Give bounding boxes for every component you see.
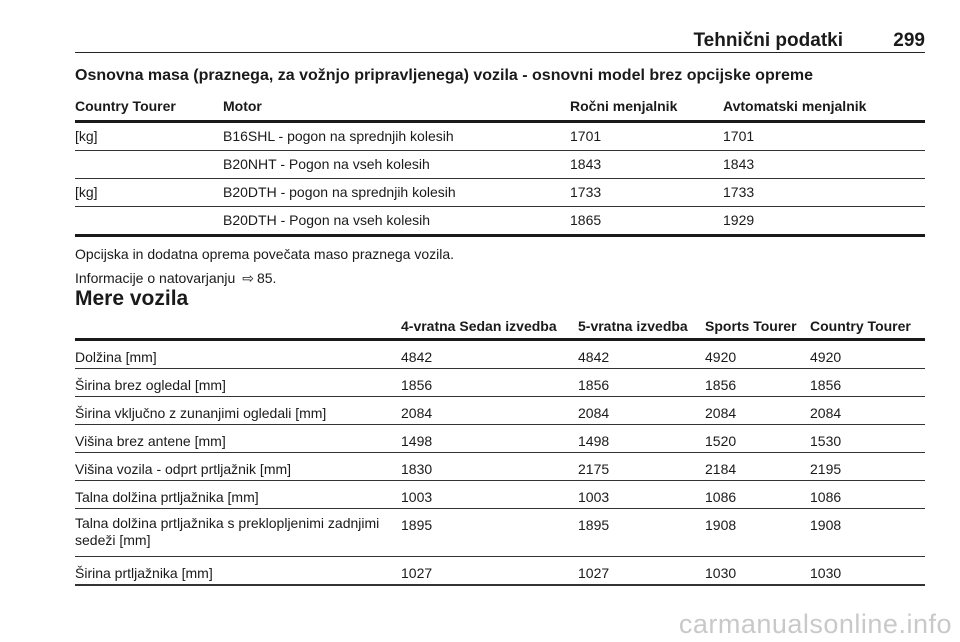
- table-cell: B20DTH - pogon na sprednjih kolesih: [223, 184, 456, 200]
- table-cell: 1520: [705, 433, 737, 449]
- table-cell: 1856: [705, 377, 737, 393]
- table-cell: 2084: [705, 405, 737, 421]
- table-row: [75, 509, 925, 557]
- dimensions-table: [75, 318, 925, 586]
- table-row: [75, 179, 925, 207]
- table-cell: Širina prtljažnika [mm]: [75, 565, 213, 581]
- table-cell: 1856: [401, 377, 433, 393]
- watermark: carmanualsonline.info: [678, 609, 952, 639]
- table-cell: 1929: [723, 212, 755, 228]
- table-cell: [kg]: [75, 128, 98, 144]
- table-cell: 1865: [570, 212, 602, 228]
- table-cell: 1908: [810, 517, 842, 533]
- table-cell: 4920: [810, 349, 842, 365]
- table-cell: 2084: [810, 405, 842, 421]
- table-cell: Širina brez ogledal [mm]: [75, 377, 226, 393]
- table-cell: 1843: [570, 156, 602, 172]
- table-cell: 1027: [401, 565, 433, 581]
- table-cell: 1498: [578, 433, 610, 449]
- table-row: [75, 151, 925, 179]
- table-cell: 1086: [705, 489, 737, 505]
- table-cell: 1895: [578, 517, 610, 533]
- table-cell: 1530: [810, 433, 842, 449]
- table-cell: [kg]: [75, 184, 98, 200]
- table-cell: 1003: [401, 489, 433, 505]
- page-number: 299: [893, 30, 925, 51]
- table-cell: Višina vozila - odprt prtljažnik [mm]: [75, 461, 292, 477]
- table-cell: Višina brez antene [mm]: [75, 433, 226, 449]
- table-cell: 1030: [810, 565, 842, 581]
- table-row: [75, 341, 925, 369]
- table-cell: 1701: [723, 128, 755, 144]
- mass-table-title: Osnovna masa (praznega, za vožnjo pripravljenega) vozila - osnovni model brez opcijske opreme: [75, 67, 813, 84]
- table-cell: 1830: [401, 461, 433, 477]
- table-cell: B20NHT - Pogon na vseh kolesih: [223, 156, 430, 172]
- page-header: [75, 30, 925, 53]
- table-row: [75, 481, 925, 509]
- table-cell: 1498: [401, 433, 433, 449]
- table-row: [75, 207, 925, 237]
- table-row: [75, 425, 925, 453]
- table-cell: 1030: [705, 565, 737, 581]
- column-header: Avtomatski menjalnik: [723, 98, 867, 114]
- table-cell: 1843: [723, 156, 755, 172]
- column-header: 4-vratna Sedan izvedba: [401, 318, 557, 334]
- mass-table-header: [75, 96, 925, 123]
- table-cell: Širina vključno z zunanjimi ogledali [mm]: [75, 405, 327, 421]
- table-cell: 1908: [705, 517, 737, 533]
- table-cell: B20DTH - Pogon na vseh kolesih: [223, 212, 430, 228]
- table-cell: 2084: [401, 405, 433, 421]
- table-cell: 4842: [578, 349, 610, 365]
- table-cell: 4842: [401, 349, 433, 365]
- section-title: Tehnični podatki: [693, 30, 843, 51]
- table-cell: 2184: [705, 461, 737, 477]
- dimensions-table-header: [75, 318, 925, 341]
- table-cell: 1733: [723, 184, 755, 200]
- table-row: [75, 123, 925, 151]
- table-cell: 1856: [810, 377, 842, 393]
- table-cell: 1003: [578, 489, 610, 505]
- mass-table: [75, 96, 925, 237]
- table-row: [75, 557, 925, 586]
- dimensions-title: Mere vozila: [75, 287, 189, 310]
- column-header: Sports Tourer: [705, 318, 797, 334]
- table-cell: 1701: [570, 128, 602, 144]
- table-cell: 1856: [578, 377, 610, 393]
- table-cell: 2084: [578, 405, 610, 421]
- table-cell: 1027: [578, 565, 610, 581]
- table-cell: 1733: [570, 184, 602, 200]
- page-reference-arrow-icon: ⇨: [242, 270, 254, 286]
- table-cell: 1086: [810, 489, 842, 505]
- table-row: [75, 369, 925, 397]
- column-header: Ročni menjalnik: [570, 98, 678, 114]
- note-optional-equipment: Opcijska in dodatna oprema povečata maso praznega vozila.: [75, 246, 454, 262]
- column-header: Country Tourer: [75, 98, 176, 114]
- note-loading-info: [75, 270, 276, 287]
- table-cell: Talna dolžina prtljažnika [mm]: [75, 489, 259, 505]
- table-cell: 4920: [705, 349, 737, 365]
- column-header: 5-vratna izvedba: [578, 318, 688, 334]
- table-cell: Dolžina [mm]: [75, 349, 157, 365]
- column-header: Country Tourer: [810, 318, 911, 334]
- page-reference-link[interactable]: 85.: [256, 270, 277, 286]
- table-cell: 2195: [810, 461, 842, 477]
- table-row: [75, 453, 925, 481]
- table-cell: 2175: [578, 461, 610, 477]
- column-header: Motor: [223, 98, 262, 114]
- table-cell: 1895: [401, 517, 433, 533]
- table-cell: Talna dolžina prtljažnika s preklopljenimi zadnjimi sedeži [mm]: [75, 515, 380, 548]
- table-cell: B16SHL - pogon na sprednjih kolesih: [223, 128, 454, 144]
- note-loading-text: Informacije o natovarjanju: [75, 270, 236, 286]
- table-row: [75, 397, 925, 425]
